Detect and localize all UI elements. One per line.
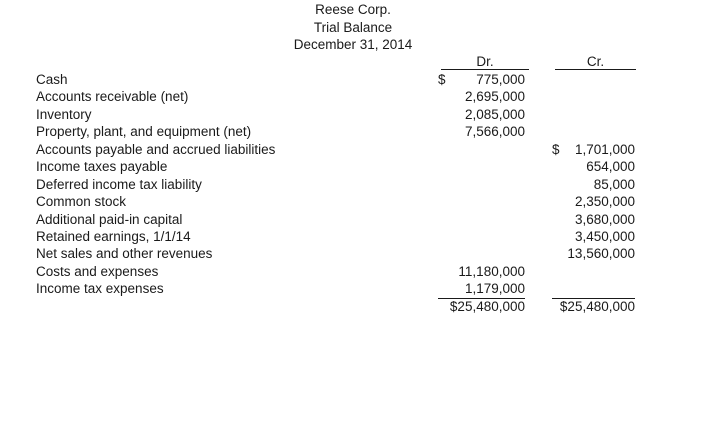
account-name: Income tax expenses (36, 281, 164, 297)
table-row (36, 71, 676, 88)
table-row (36, 228, 676, 245)
totals-row (36, 298, 676, 315)
credit-amount: 3,680,000 (574, 211, 635, 227)
account-name: Additional paid-in capital (36, 211, 183, 227)
table-row (36, 211, 676, 228)
trial-balance-table (36, 71, 676, 315)
table-row (36, 158, 676, 175)
account-name: Accounts payable and accrued liabilities (36, 141, 276, 157)
credit-cell (552, 228, 635, 245)
debit-cell (438, 141, 525, 158)
debit-amount: 2,695,000 (464, 89, 525, 105)
debit-cell (438, 228, 525, 245)
credit-cell (552, 141, 635, 158)
credit-total: $25,480,000 (559, 298, 635, 314)
credit-currency: $ (552, 141, 560, 157)
table-row (36, 263, 676, 280)
debit-cell (438, 123, 525, 140)
credit-cell (552, 88, 635, 105)
report-date: December 31, 2014 (293, 37, 413, 52)
debit-cell (438, 193, 525, 210)
account-name: Property, plant, and equipment (net) (36, 124, 252, 140)
account-name: Deferred income tax liability (36, 176, 202, 192)
debit-amount: 7,566,000 (464, 124, 525, 140)
table-row (36, 245, 676, 262)
credit-cell (552, 123, 635, 140)
company-name: Reese Corp. (315, 2, 391, 17)
account-name: Cash (36, 72, 68, 87)
debit-cell (438, 280, 525, 298)
table-row (36, 106, 676, 123)
credit-amount: 1,701,000 (574, 141, 635, 157)
debit-column-header: Dr. (441, 54, 529, 70)
table-row (36, 88, 676, 105)
credit-cell (552, 106, 635, 123)
debit-cell (438, 263, 525, 280)
table-row (36, 176, 676, 193)
credit-amount: 654,000 (586, 159, 635, 175)
account-name: Accounts receivable (net) (36, 89, 189, 105)
account-name: Inventory (36, 106, 92, 122)
table-row (36, 280, 676, 297)
debit-cell (438, 106, 525, 123)
credit-column-header: Cr. (555, 54, 636, 70)
credit-cell (552, 71, 635, 88)
account-name: Income taxes payable (36, 159, 168, 175)
debit-total-cell (438, 298, 525, 315)
table-row (36, 123, 676, 140)
debit-currency: $ (438, 72, 446, 87)
account-name: Retained earnings, 1/1/14 (36, 228, 191, 244)
credit-amount: 13,560,000 (567, 246, 635, 262)
credit-amount: 85,000 (593, 176, 635, 192)
table-row (36, 193, 676, 210)
account-name: Costs and expenses (36, 263, 159, 279)
debit-cell (438, 245, 525, 262)
credit-cell (552, 280, 635, 298)
credit-cell (552, 211, 635, 228)
debit-cell (438, 88, 525, 105)
credit-amount: 3,450,000 (574, 228, 635, 244)
credit-total-cell (552, 298, 635, 315)
credit-amount: 2,350,000 (574, 194, 635, 210)
debit-amount: 775,000 (476, 72, 525, 87)
credit-cell (552, 263, 635, 280)
credit-cell (552, 193, 635, 210)
debit-cell (438, 158, 525, 175)
debit-cell (438, 211, 525, 228)
debit-amount: 2,085,000 (464, 106, 525, 122)
account-name: Common stock (36, 194, 127, 210)
credit-cell (552, 158, 635, 175)
debit-amount: 1,179,000 (464, 281, 525, 297)
debit-cell (438, 71, 525, 88)
debit-amount: 11,180,000 (458, 263, 525, 279)
debit-cell (438, 176, 525, 193)
credit-cell (552, 176, 635, 193)
report-title: Trial Balance (313, 19, 393, 35)
account-name: Net sales and other revenues (36, 246, 213, 262)
table-row (36, 141, 676, 158)
credit-cell (552, 245, 635, 262)
debit-total: $25,480,000 (449, 298, 525, 314)
